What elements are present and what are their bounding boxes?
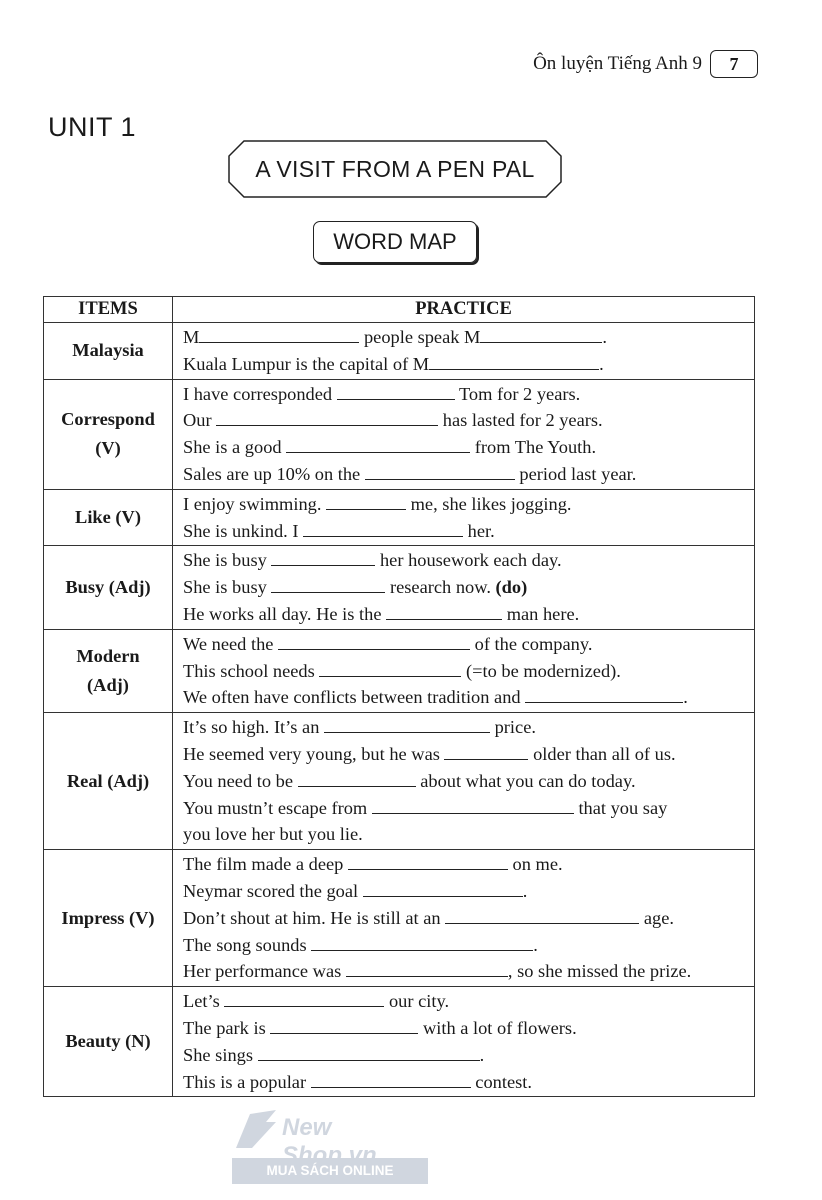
answer-blank[interactable] [445,907,639,924]
table-row [44,987,755,1097]
practice-sentence [183,795,746,822]
sentence-text: . [533,934,538,955]
practice-header: PRACTICE [173,297,755,323]
answer-blank[interactable] [365,463,515,480]
answer-blank[interactable] [224,990,384,1007]
practice-sentence [183,714,746,741]
table-row [44,850,755,987]
sentence-text: She is a good [183,437,287,458]
practice-sentence [183,958,746,985]
practice-cell [173,546,755,629]
practice-cell [173,987,755,1097]
table-body [44,323,755,1097]
practice-sentence [183,351,746,378]
item-cell [44,713,173,850]
practice-sentence [183,821,746,848]
sentence-text: He works all day. He is the [183,603,387,624]
item-label: Malaysia [72,340,144,361]
sentence-text: This is a popular [183,1071,311,1092]
practice-sentence [183,878,746,905]
items-header: ITEMS [44,297,173,323]
answer-blank[interactable] [271,576,385,593]
table-row [44,379,755,489]
watermark-tagline: MUA SÁCH ONLINE [232,1158,428,1184]
answer-blank[interactable] [298,770,416,787]
sentence-text: our city. [384,991,450,1012]
sentence-text: , so she missed the prize. [507,961,692,982]
table-row [44,713,755,850]
answer-blank[interactable] [199,326,359,343]
sentence-text: me, she likes jogging. [406,493,572,514]
sentence-text: older than all of us. [528,743,676,764]
sentence-text: Let’s [183,991,225,1012]
item-cell [44,850,173,987]
hint-word: (do) [495,577,528,598]
sentence-text: It’s so high. It’s an [183,717,324,738]
sentence-text: I have corresponded [183,383,337,404]
sentence-text: This school needs [183,660,320,681]
practice-cell [173,379,755,489]
answer-blank[interactable] [363,880,523,897]
answer-blank[interactable] [372,797,574,814]
sentence-text: The song sounds [183,934,312,955]
table-row [44,629,755,712]
sentence-text: Kuala Lumpur is the capital of M [183,353,430,374]
practice-sentence [183,631,746,658]
sentence-text: The film made a deep [183,854,348,875]
practice-sentence [183,658,746,685]
sentence-text: on me. [507,854,563,875]
sentence-text: Sales are up 10% on the [183,463,365,484]
sentence-text: age. [639,907,674,928]
answer-blank[interactable] [286,436,470,453]
item-cell [44,379,173,489]
section-title: WORD MAP [313,221,477,263]
item-label: (V) [95,438,121,459]
sentence-text: price. [490,717,536,738]
practice-sentence [183,768,746,795]
answer-blank[interactable] [270,1017,418,1034]
practice-sentence [183,574,746,601]
answer-blank[interactable] [311,934,533,951]
sentence-text: We need the [183,633,279,654]
sentence-text: of the company. [470,633,593,654]
sentence-text: You mustn’t escape from [183,797,372,818]
answer-blank[interactable] [326,493,406,510]
practice-sentence [183,851,746,878]
item-label: Modern [76,645,140,666]
sentence-text: people speak M [359,327,481,347]
sentence-text: Our [183,410,217,431]
practice-cell [173,850,755,987]
word-map-table [43,296,755,1097]
practice-cell [173,629,755,712]
sentence-text: . [683,687,688,708]
watermark [232,1108,428,1188]
answer-blank[interactable] [525,686,683,703]
practice-sentence [183,741,746,768]
page-header [533,50,758,78]
practice-sentence [183,381,746,408]
sentence-text: She is busy [183,550,272,571]
sentence-text: with a lot of flowers. [418,1017,577,1038]
answer-blank[interactable] [337,383,455,400]
sentence-text: Tom for 2 years. [454,383,581,404]
practice-sentence [183,905,746,932]
item-label: Beauty (N) [65,1031,151,1052]
sentence-text: you love her but you lie. [183,824,363,845]
sentence-text: M [183,327,200,347]
sentence-text: He seemed very young, but he was [183,743,445,764]
sentence-text: her. [463,520,495,541]
page-number: 7 [710,50,758,78]
practice-cell [173,323,755,380]
sentence-text: her housework each day. [375,550,562,571]
sentence-text: . [599,353,604,374]
item-label: (Adj) [87,674,129,695]
sentence-text: contest. [470,1071,532,1092]
answer-blank[interactable] [258,1044,480,1061]
item-cell [44,323,173,380]
sentence-text: period last year. [514,463,637,484]
practice-sentence [183,988,746,1015]
answer-blank[interactable] [311,1071,471,1088]
item-label: Correspond [61,409,155,430]
table-row [44,489,755,546]
practice-sentence [183,1069,746,1096]
sentence-text: You need to be [183,770,298,791]
practice-cell [173,489,755,546]
sentence-text: The park is [183,1017,271,1038]
lesson-title: A VISIT FROM A PEN PAL [255,155,535,182]
practice-sentence [183,407,746,434]
practice-sentence [183,461,746,488]
sentence-text: Neymar scored the goal [183,880,363,901]
answer-blank[interactable] [271,549,375,566]
sentence-text: . [602,327,608,347]
table-row [44,546,755,629]
watermark-brand: New Shop.vn [282,1114,377,1169]
answer-blank[interactable] [278,633,470,650]
answer-blank[interactable] [216,409,438,426]
answer-blank[interactable] [480,326,602,343]
item-cell [44,489,173,546]
sentence-text: from The Youth. [470,437,597,458]
practice-sentence [183,324,746,351]
shop-logo-icon [232,1108,280,1152]
sentence-text: She is busy [183,577,272,598]
answer-blank[interactable] [303,520,463,537]
table-header-row [44,297,755,323]
sentence-text: Don’t shout at him. He is still at an [183,907,446,928]
sentence-text: . [522,880,528,901]
sentence-text: She is unkind. I [183,520,304,541]
answer-blank[interactable] [386,603,502,620]
practice-sentence [183,684,746,711]
sentence-text: research now. [385,577,496,598]
practice-sentence [183,518,746,545]
sentence-text: has lasted for 2 years. [438,410,603,431]
sentence-text: about what you can do today. [415,770,636,791]
answer-blank[interactable] [324,716,490,733]
sentence-text: (=to be modernized). [461,660,621,681]
item-label: Busy (Adj) [65,577,151,598]
practice-sentence [183,1042,746,1069]
practice-sentence [183,932,746,959]
sentence-text: Her performance was [183,961,346,982]
sentence-text: man here. [502,603,580,624]
practice-sentence [183,1015,746,1042]
table-row [44,323,755,380]
answer-blank[interactable] [444,743,528,760]
unit-label: UNIT 1 [48,112,137,142]
sentence-text: We often have conflicts between tradition and [183,687,526,708]
item-cell [44,629,173,712]
item-cell [44,987,173,1097]
sentence-text: She sings [183,1044,258,1065]
practice-sentence [183,491,746,518]
practice-cell [173,713,755,850]
item-label: Like (V) [75,507,141,528]
sentence-text: I enjoy swimming. [183,493,327,514]
answer-blank[interactable] [319,660,461,677]
practice-sentence [183,434,746,461]
item-label: Real (Adj) [66,770,150,791]
answer-blank[interactable] [346,960,508,977]
item-label: Impress (V) [61,907,155,928]
sentence-text: . [479,1044,485,1065]
sentence-text: that you say [573,797,668,818]
practice-sentence [183,601,746,628]
practice-sentence [183,547,746,574]
answer-blank[interactable] [429,353,599,370]
answer-blank[interactable] [348,853,508,870]
book-title: Ôn luyện Tiếng Anh 9 [533,53,702,74]
item-cell [44,546,173,629]
